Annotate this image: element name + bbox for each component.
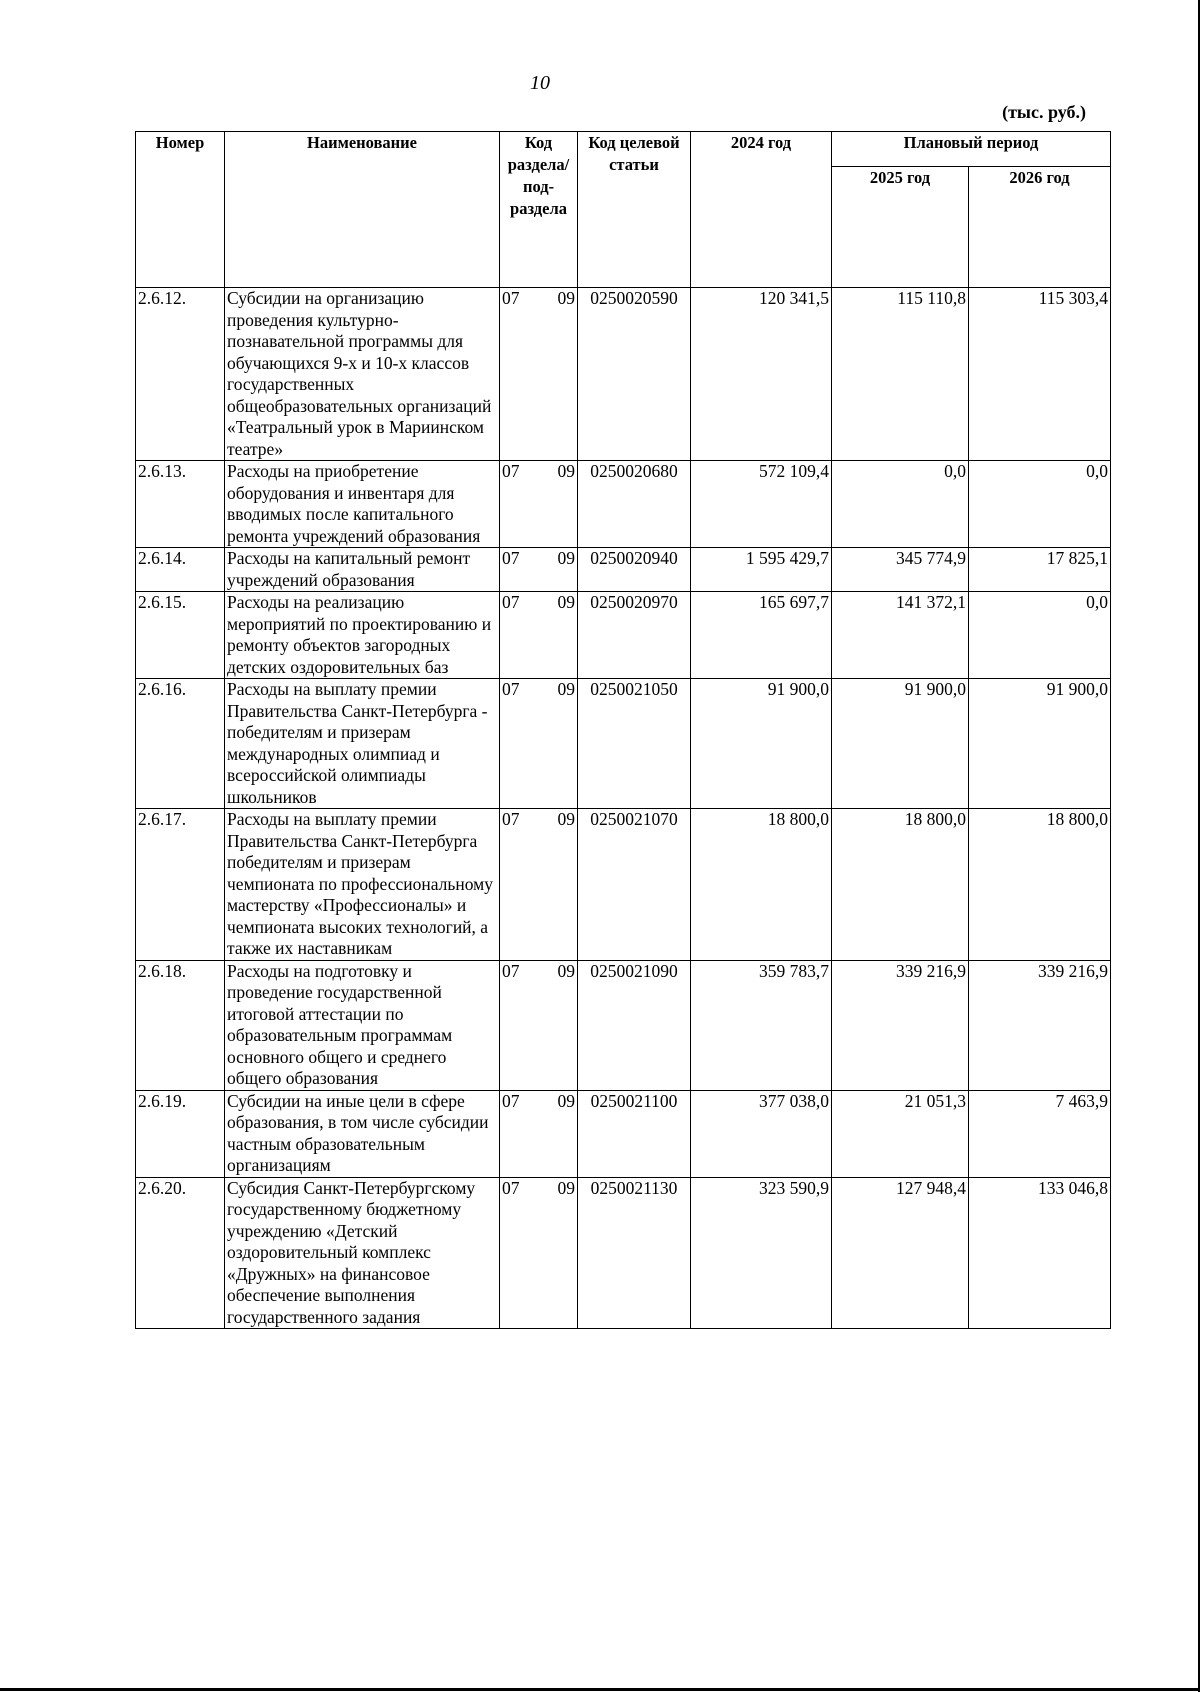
row-subsection: 09 bbox=[540, 679, 578, 809]
header-name: Наименование bbox=[225, 132, 500, 288]
row-name: Субсидии на иные цели в сфере образования, в том числе субсидии частным образовательным организациям bbox=[225, 1090, 500, 1177]
row-number: 2.6.19. bbox=[136, 1090, 225, 1177]
row-amount-2024: 120 341,5 bbox=[691, 288, 832, 461]
row-section: 07 bbox=[500, 1177, 540, 1329]
row-amount-2024: 1 595 429,7 bbox=[691, 548, 832, 592]
row-subsection: 09 bbox=[540, 592, 578, 679]
page-number: 10 bbox=[530, 72, 550, 94]
header-year-2024: 2024 год bbox=[691, 132, 832, 288]
row-name: Расходы на подготовку и проведение государственной итоговой аттестации по образовательным программам основного общего и среднего общего образования bbox=[225, 960, 500, 1090]
table-row bbox=[136, 548, 1111, 592]
row-number: 2.6.13. bbox=[136, 461, 225, 548]
table-row bbox=[136, 960, 1111, 1090]
row-section: 07 bbox=[500, 592, 540, 679]
row-target-code: 0250020680 bbox=[578, 461, 691, 548]
row-section: 07 bbox=[500, 679, 540, 809]
row-subsection: 09 bbox=[540, 548, 578, 592]
row-name: Расходы на капитальный ремонт учреждений образования bbox=[225, 548, 500, 592]
units-label: (тыс. руб.) bbox=[1002, 102, 1086, 122]
row-name: Расходы на реализацию мероприятий по проектированию и ремонту объектов загородных детских оздоровительных баз bbox=[225, 592, 500, 679]
table-row bbox=[136, 1177, 1111, 1329]
row-amount-2025: 91 900,0 bbox=[832, 679, 969, 809]
row-amount-2025: 0,0 bbox=[832, 461, 969, 548]
row-target-code: 0250021130 bbox=[578, 1177, 691, 1329]
row-number: 2.6.15. bbox=[136, 592, 225, 679]
table-row bbox=[136, 592, 1111, 679]
row-amount-2026: 91 900,0 bbox=[969, 679, 1111, 809]
row-target-code: 0250021090 bbox=[578, 960, 691, 1090]
row-section: 07 bbox=[500, 288, 540, 461]
row-subsection: 09 bbox=[540, 1177, 578, 1329]
row-subsection: 09 bbox=[540, 288, 578, 461]
row-section: 07 bbox=[500, 1090, 540, 1177]
row-amount-2026: 339 216,9 bbox=[969, 960, 1111, 1090]
row-section: 07 bbox=[500, 809, 540, 961]
row-amount-2025: 345 774,9 bbox=[832, 548, 969, 592]
row-amount-2025: 127 948,4 bbox=[832, 1177, 969, 1329]
row-amount-2024: 165 697,7 bbox=[691, 592, 832, 679]
budget-table bbox=[135, 131, 1111, 1329]
row-target-code: 0250020970 bbox=[578, 592, 691, 679]
row-amount-2026: 0,0 bbox=[969, 592, 1111, 679]
row-name: Расходы на выплату премии Правительства Санкт-Петербурга победителям и призерам чемпионата по профессиональному мастерству «Профессионалы» и чемпионата высоких технологий, а также их наставникам bbox=[225, 809, 500, 961]
table-row bbox=[136, 1090, 1111, 1177]
row-amount-2024: 377 038,0 bbox=[691, 1090, 832, 1177]
row-number: 2.6.14. bbox=[136, 548, 225, 592]
row-amount-2026: 7 463,9 bbox=[969, 1090, 1111, 1177]
row-amount-2026: 17 825,1 bbox=[969, 548, 1111, 592]
row-amount-2024: 91 900,0 bbox=[691, 679, 832, 809]
row-subsection: 09 bbox=[540, 960, 578, 1090]
header-target-code: Код целевой статьи bbox=[578, 132, 691, 288]
row-name: Расходы на выплату премии Правительства Санкт-Петербурга - победителям и призерам международных олимпиад и всероссийской олимпиады школьников bbox=[225, 679, 500, 809]
row-name: Субсидия Санкт-Петербургскому государственному бюджетному учреждению «Детский оздоровительный комплекс «Дружных» на финансовое обеспечение выполнения государственного задания bbox=[225, 1177, 500, 1329]
row-target-code: 0250021100 bbox=[578, 1090, 691, 1177]
table-row bbox=[136, 809, 1111, 961]
header-row-top bbox=[136, 132, 1111, 167]
row-amount-2025: 21 051,3 bbox=[832, 1090, 969, 1177]
table-row bbox=[136, 461, 1111, 548]
row-amount-2026: 115 303,4 bbox=[969, 288, 1111, 461]
row-target-code: 0250021070 bbox=[578, 809, 691, 961]
row-amount-2024: 323 590,9 bbox=[691, 1177, 832, 1329]
header-planned-period: Плановый период bbox=[832, 132, 1111, 167]
row-target-code: 0250020590 bbox=[578, 288, 691, 461]
row-number: 2.6.12. bbox=[136, 288, 225, 461]
row-target-code: 0250021050 bbox=[578, 679, 691, 809]
header-year-2025: 2025 год bbox=[832, 167, 969, 288]
row-amount-2025: 339 216,9 bbox=[832, 960, 969, 1090]
row-target-code: 0250020940 bbox=[578, 548, 691, 592]
header-section-code: Код раздела/ под-раздела bbox=[500, 132, 578, 288]
row-amount-2024: 359 783,7 bbox=[691, 960, 832, 1090]
row-subsection: 09 bbox=[540, 809, 578, 961]
row-amount-2025: 141 372,1 bbox=[832, 592, 969, 679]
row-amount-2025: 18 800,0 bbox=[832, 809, 969, 961]
row-amount-2025: 115 110,8 bbox=[832, 288, 969, 461]
row-subsection: 09 bbox=[540, 1090, 578, 1177]
row-number: 2.6.20. bbox=[136, 1177, 225, 1329]
row-section: 07 bbox=[500, 461, 540, 548]
row-amount-2024: 18 800,0 bbox=[691, 809, 832, 961]
row-number: 2.6.18. bbox=[136, 960, 225, 1090]
row-amount-2026: 18 800,0 bbox=[969, 809, 1111, 961]
row-name: Субсидии на организацию проведения культурно-познавательной программы для обучающихся 9-х и 10-х классов государственных общеобразовательных организаций «Театральный урок в Мариинском театре» bbox=[225, 288, 500, 461]
row-amount-2024: 572 109,4 bbox=[691, 461, 832, 548]
header-year-2026: 2026 год bbox=[969, 167, 1111, 288]
row-amount-2026: 133 046,8 bbox=[969, 1177, 1111, 1329]
row-subsection: 09 bbox=[540, 461, 578, 548]
header-number: Номер bbox=[136, 132, 225, 288]
table-row bbox=[136, 288, 1111, 461]
row-number: 2.6.17. bbox=[136, 809, 225, 961]
scan-edge-bottom bbox=[0, 1688, 1200, 1691]
row-section: 07 bbox=[500, 548, 540, 592]
row-name: Расходы на приобретение оборудования и инвентаря для вводимых после капитального ремонта учреждений образования bbox=[225, 461, 500, 548]
table-row bbox=[136, 679, 1111, 809]
row-number: 2.6.16. bbox=[136, 679, 225, 809]
row-amount-2026: 0,0 bbox=[969, 461, 1111, 548]
row-section: 07 bbox=[500, 960, 540, 1090]
